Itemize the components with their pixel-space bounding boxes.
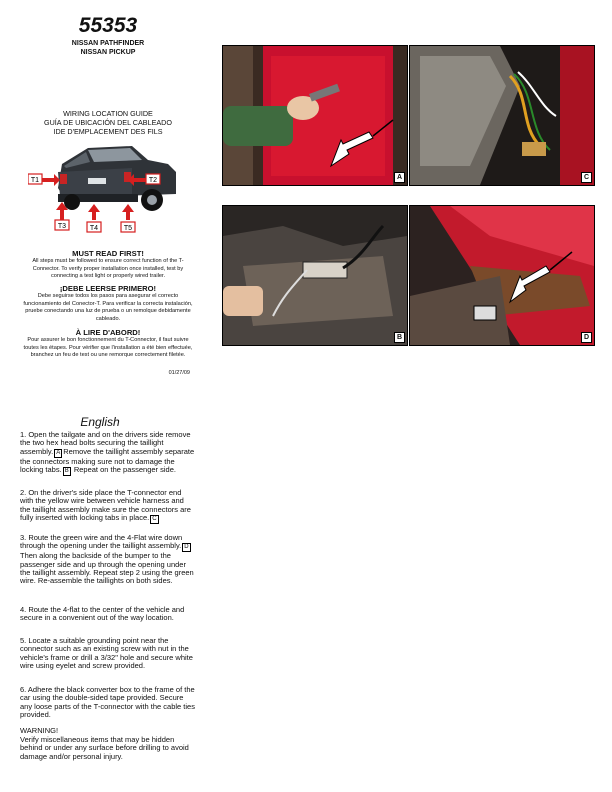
ref-d: D	[184, 544, 189, 551]
guide-title-es: GUÍA DE UBICACIÓN DEL CABLEADO	[44, 118, 172, 127]
tag-t3: T3	[57, 223, 67, 230]
step-2: 2. On the driver's side place the T-connector end with the yellow wire between vehicle harness and the taillight assembly make sure the connectors are fully inserted with locking tabs in place. C	[20, 488, 191, 522]
truck-wiring-diagram	[28, 138, 190, 240]
vehicle-name-1: NISSAN PATHFINDER	[71, 40, 145, 47]
notice-es-title: ¡DEBE LEERSE PRIMERO!	[59, 284, 157, 293]
part-number: 55353	[78, 14, 138, 37]
photo-a	[222, 45, 408, 186]
photo-d-image	[410, 206, 594, 345]
photo-b-image	[223, 206, 407, 345]
photo-a-image	[223, 46, 407, 185]
notice-en-title: MUST READ FIRST!	[72, 249, 144, 258]
notice-fr-title: À LIRE D'ABORD!	[75, 328, 141, 337]
step-4: 4. Route the 4-flat to the center of the vehicle and secure in a convenient out of the way location.	[20, 605, 185, 623]
tag-t2: T2	[148, 177, 158, 184]
photo-b-label: B	[394, 332, 405, 343]
photo-d-label: D	[581, 332, 592, 343]
tag-t1: T1	[30, 177, 40, 184]
ref-c: C	[152, 515, 157, 522]
photo-c	[409, 45, 595, 186]
step-1: 1. Open the tailgate and on the drivers side remove the two hex head bolts securing the taillight assembly. A Remove the taillight assembly separate the connectors making sure not to damage the locking tabs. B Repeat on the passenger side.	[20, 430, 195, 474]
warning-body: Verify miscellaneous items that may be hidden behind or under any surface before drilling to avoid damage and/or personal injury.	[20, 735, 189, 761]
instructions-heading: English	[80, 415, 120, 429]
ref-b: B	[64, 467, 69, 474]
photo-c-label: C	[581, 172, 592, 183]
guide-title-fr: IDE D'EMPLACEMENT DES FILS	[53, 127, 163, 136]
step-6: 6. Adhere the black converter box to the frame of the car using the double-sided tape provided. Secure any loose parts of the T-connector with the cable ties provided.	[20, 685, 195, 719]
warning-title: WARNING!	[20, 726, 59, 735]
notice-fr-body: Pour assurer le bon fonctionnement du T-Connector, il faut suivre toutes les étapes. Pour vérifier que l'installation a été bien effectuée, branchez un feu de test ou une remorque correctement filetée.	[23, 337, 193, 359]
photo-d	[409, 205, 595, 346]
photo-b	[222, 205, 408, 346]
tag-t5: T5	[123, 225, 133, 232]
step-5: 5. Locate a suitable grounding point near the connector such as an existing screw with nut in the vehicle's frame or drill a 3/32" hole and secure white wire using eyelet and screw provided.	[20, 636, 193, 670]
ref-a: A	[56, 449, 61, 456]
guide-title-en: WIRING LOCATION GUIDE	[63, 109, 153, 118]
notice-es-body: Debe seguirse todos los pasos para asegurar el correcto funcionamiento del Conector-T. Para verificar la correcta instalación, pruebe conectando una luz de prueba o un remolque debidamente cableado.	[23, 293, 193, 322]
tag-t4: T4	[89, 225, 99, 232]
notice-en-body: All steps must be followed to ensure correct function of the T-Connector. To verify proper installation once installed, test by connecting a test light or properly wired trailer.	[32, 258, 184, 280]
photo-c-image	[410, 46, 594, 185]
revision-date: 01/27/09	[168, 370, 190, 376]
photo-a-label: A	[394, 172, 405, 183]
step-3: 3. Route the green wire and the 4-Flat wire down through the opening under the taillight assembly. D Then along the backside of the bumper to the passenger side and up through the opening under the taillight assembly. Repeat step 2 using the green wire. Re-assemble the taillights on both sides.	[20, 533, 194, 586]
vehicle-name-2: NISSAN PICKUP	[80, 49, 136, 56]
